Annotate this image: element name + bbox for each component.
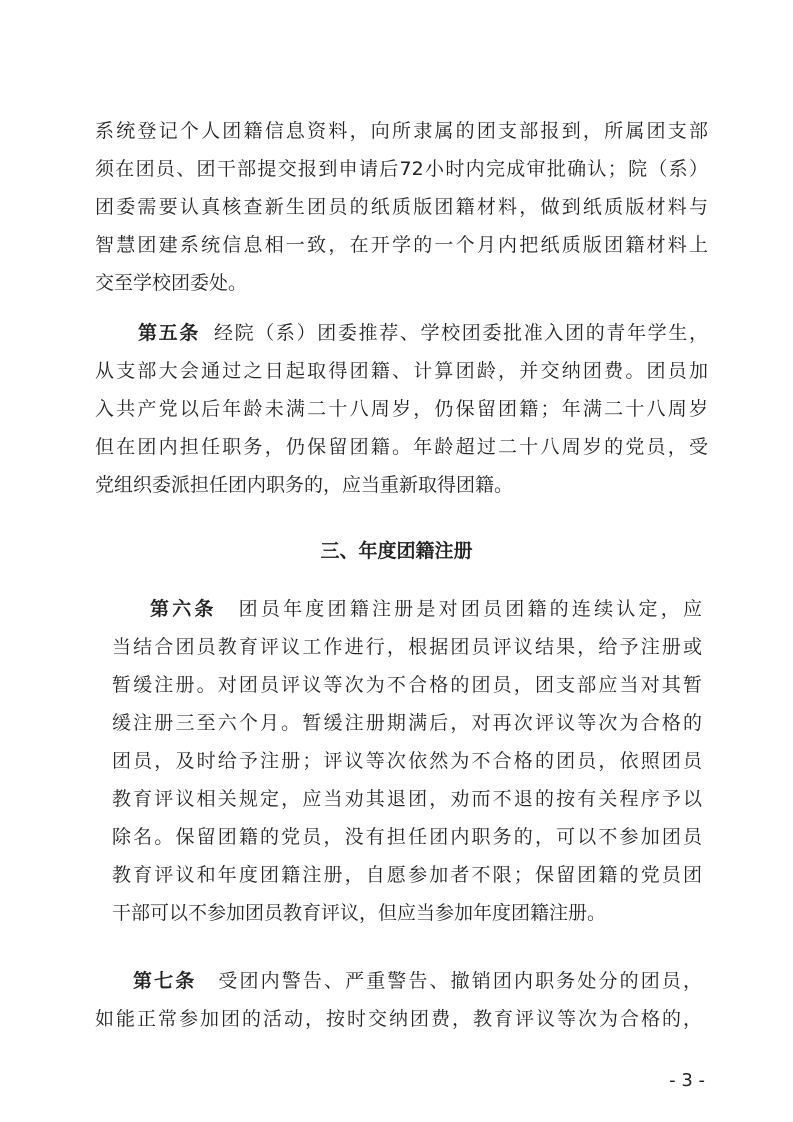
- text-line: 但在团内担任职务，仍保留团籍。年龄超过二十八周岁的党员，受: [95, 436, 708, 458]
- text-line: 团委需要认真核查新生团员的纸质版团籍材料，做到纸质版材料与: [95, 196, 708, 218]
- text-line: 交至学校团委处。: [95, 272, 248, 294]
- article-label: 第七条: [133, 970, 197, 992]
- text-line: 缓注册三至六个月。暂缓注册期满后，对再次评议等次为合格的: [112, 712, 702, 734]
- text-line: 除名。保留团籍的党员，没有担任团内职务的，可以不参加团员: [112, 826, 702, 848]
- section-heading: 三、年度团籍注册: [320, 540, 473, 562]
- text-line: 须在团员、团干部提交报到申请后72小时内完成审批确认；院（系）: [95, 158, 708, 180]
- text-line: 智慧团建系统信息相一致，在开学的一个月内把纸质版团籍材料上: [95, 234, 708, 256]
- text-line: 从支部大会通过之日起取得团籍、计算团龄，并交纳团费。团员加: [95, 360, 708, 382]
- text-line: 党组织委派担任团内职务的，应当重新取得团籍。: [95, 474, 514, 496]
- text-line: 系统登记个人团籍信息资料，向所隶属的团支部报到，所属团支部: [95, 120, 708, 142]
- text-line: 干部可以不参加团员教育评议，但应当参加年度团籍注册。: [112, 902, 607, 924]
- page-number: - 3 -: [669, 1070, 705, 1091]
- article-label: 第五条: [138, 322, 200, 344]
- text-line: 教育评议相关规定，应当劝其退团，劝而不退的按有关程序予以: [112, 788, 702, 810]
- article-6-first-line: [150, 597, 702, 621]
- article-5-first-line: [138, 321, 708, 345]
- text-line: 受团内警告、严重警告、撤销团内职务处分的团员，: [218, 970, 702, 992]
- text-line: 当结合团员教育评议工作进行，根据团员评议结果，给予注册或: [112, 636, 702, 658]
- text-line: 入共产党以后年龄未满二十八周岁，仍保留团籍；年满二十八周岁: [95, 398, 708, 420]
- text-line: 团员，及时给予注册；评议等次依然为不合格的团员，依照团员: [112, 750, 702, 772]
- text-line: 如能正常参加团的活动，按时交纳团费，教育评议等次为合格的，: [95, 1008, 702, 1030]
- text-line: 团员年度团籍注册是对团员团籍的连续认定，应: [238, 598, 702, 620]
- text-line: 暂缓注册。对团员评议等次为不合格的团员，团支部应当对其暂: [112, 674, 702, 696]
- article-label: 第六条: [150, 598, 217, 620]
- text-line: 经院（系）团委推荐、学校团委批准入团的青年学生，: [213, 322, 708, 344]
- article-7-first-line: [133, 969, 702, 993]
- text-line: 教育评议和年度团籍注册，自愿参加者不限；保留团籍的党员团: [112, 864, 702, 886]
